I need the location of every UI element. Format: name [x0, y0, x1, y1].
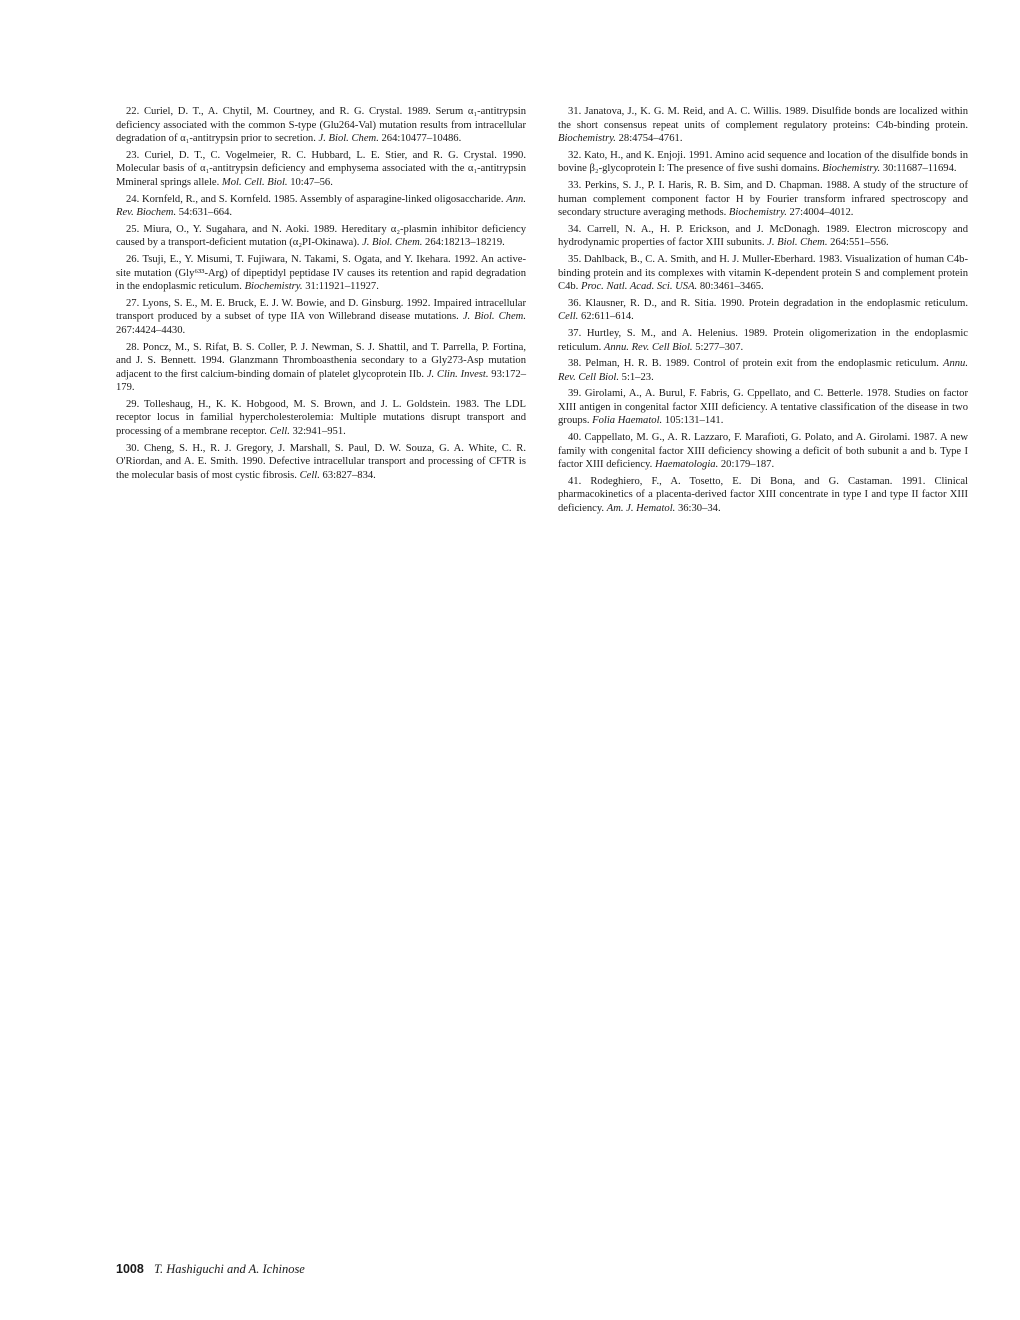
- reference-36: 36. Klausner, R. D., and R. Sitia. 1990. Protein degradation in the endoplasmic reticulum. Cell. 62:611–614.: [558, 297, 968, 323]
- reference-33: 33. Perkins, S. J., P. I. Haris, R. B. Sim, and D. Chapman. 1988. A study of the structure of human complement component factor H by Fourier transform infrared spectroscopy and secondary structure averaging methods. Biochemistry. 27:4004–4012.: [558, 179, 968, 219]
- journal-name: Annu. Rev. Cell Biol.: [603, 341, 693, 353]
- reference-27: 27. Lyons, S. E., M. E. Bruck, E. J. W. Bowie, and D. Ginsburg. 1992. Impaired intracellular transport produced by a subset of type IIA von Willebrand disease mutations. J. Biol. Chem. 267:4424–4430.: [116, 297, 526, 336]
- journal-name: Annu. Rev. Cell Biol.: [558, 358, 968, 383]
- reference-34: 34. Carrell, N. A., H. P. Erickson, and J. McDonagh. 1989. Electron microscopy and hydrodynamic properties of factor XIII subunits. J. Biol. Chem. 264:551–556.: [558, 223, 968, 249]
- reference-31: 31. Janatova, J., K. G. M. Reid, and A. C. Willis. 1989. Disulfide bonds are localized within the short consensus repeat units of complement regulatory proteins: C4b-binding protein. Biochemistry. 28:4754–4761.: [558, 106, 968, 145]
- page-number: 1008: [116, 1262, 144, 1276]
- journal-name: Biochemistry.: [822, 163, 881, 175]
- journal-name: Mol. Cell. Biol.: [221, 176, 288, 188]
- running-authors: T. Hashiguchi and A. Ichinose: [153, 1262, 305, 1276]
- references-left-column: [116, 105, 526, 482]
- journal-name: Biochemistry.: [558, 133, 616, 145]
- reference-35: 35. Dahlback, B., C. A. Smith, and H. J. Muller-Eberhard. 1983. Visualization of human C4b-binding protein and its complexes with vitamin K-dependent protein S and complement protein C4b. Proc. Natl. Acad. Sci. USA. 80:3461–3465.: [558, 253, 968, 293]
- reference-30: 30. Cheng, S. H., R. J. Gregory, J. Marshall, S. Paul, D. W. Souza, G. A. White, C. R. O'Riordan, and A. E. Smith. 1990. Defective intracellular transport and processing of CFTR is the molecular basis of most cystic fibrosis. Cell. 63:827–834.: [116, 442, 526, 481]
- reference-25: 25. Miura, O., Y. Sugahara, and N. Aoki. 1989. Hereditary α₂-plasmin inhibitor deficiency caused by a transport-deficient mutation (α₂PI-Okinawa). J. Biol. Chem. 264:18213–18219.: [116, 223, 526, 249]
- reference-41: 41. Rodeghiero, F., A. Tosetto, E. Di Bona, and G. Castaman. 1991. Clinical pharmacokinetics of a placenta-derived factor XIII concentrate in type I and type II factor XIII deficiency. Am. J. Hematol. 36:30–34.: [558, 475, 968, 515]
- journal-name: Biochemistry.: [728, 207, 787, 219]
- journal-name: Proc. Natl. Acad. Sci. USA.: [580, 281, 698, 293]
- page-footer: [116, 1262, 305, 1277]
- journal-name: Ann. Rev. Biochem.: [116, 193, 526, 219]
- journal-name: Cell.: [269, 426, 290, 438]
- journal-name: Folia Haematol.: [592, 415, 663, 427]
- reference-26: 26. Tsuji, E., Y. Misumi, T. Fujiwara, N. Takami, S. Ogata, and Y. Ikehara. 1992. An active-site mutation (Gly⁶³³-Arg) of dipeptidyl peptidase IV causes its retention and rapid degradation in the endoplasmic reticulum. Biochemistry. 31:11921–11927.: [116, 253, 526, 293]
- journal-name: Cell.: [299, 469, 320, 481]
- journal-name: Haematologia.: [654, 459, 719, 471]
- references-right-column: [558, 105, 968, 516]
- reference-39: 39. Girolami, A., A. Burul, F. Fabris, G. Cppellato, and C. Betterle. 1978. Studies on factor XIII antigen in congenital factor XIII deficiency. A tentative classification of the disease in two groups. Folia Haematol. 105:131–141.: [558, 388, 968, 427]
- journal-name: J. Clin. Invest.: [426, 368, 489, 380]
- reference-29: 29. Tolleshaug, H., K. K. Hobgood, M. S. Brown, and J. L. Goldstein. 1983. The LDL receptor locus in familial hypercholesterolemia: Multiple mutations disrupt transport and processing of a membrane receptor. Cell. 32:941–951.: [116, 398, 526, 438]
- reference-23: 23. Curiel, D. T., C. Vogelmeier, R. C. Hubbard, L. E. Stier, and R. G. Crystal. 1990. Molecular basis of α₁-antitrypsin deficiency and emphysema associated with the α₁-antitrypsin Mmineral springs allele. Mol. Cell. Biol. 10:47–56.: [116, 149, 526, 188]
- journal-name: J. Biol. Chem.: [462, 311, 526, 323]
- journal-name: J. Biol. Chem.: [362, 237, 423, 249]
- journal-name: J. Biol. Chem.: [767, 237, 828, 249]
- reference-40: 40. Cappellato, M. G., A. R. Lazzaro, F. Marafioti, G. Polato, and A. Girolami. 1987. A new family with congenital factor XIII deficiency showing a deficit of both subunit a and b. Type I factor XIII deficiency. Haematologia. 20:179–187.: [558, 432, 968, 471]
- reference-24: 24. Kornfeld, R., and S. Kornfeld. 1985. Assembly of asparagine-linked oligosaccharide. Ann. Rev. Biochem. 54:631–664.: [116, 193, 526, 219]
- reference-22: 22. Curiel, D. T., A. Chytil, M. Courtney, and R. G. Crystal. 1989. Serum α₁-antitrypsin deficiency associated with the common S-type (Glu264-Val) mutation results from intracellular degradation of α₁-antitrypsin prior to secretion. J. Biol. Chem. 264:10477–10486.: [116, 106, 526, 145]
- reference-28: 28. Poncz, M., S. Rifat, B. S. Coller, P. J. Newman, S. J. Shattil, and T. Parrella, P. Fortina, and J. S. Bennett. 1994. Glanzmann Thromboasthenia secondary to a Gly273-Asp mutation adjacent to the first calcium-binding domain of platelet glycoprotein IIb. J. Clin. Invest. 93:172–179.: [116, 341, 526, 394]
- journal-name: Am. J. Hematol.: [606, 503, 676, 515]
- reference-32: 32. Kato, H., and K. Enjoji. 1991. Amino acid sequence and location of the disulfide bonds in bovine β₂-glycoprotein I: The presence of five sushi domains. Biochemistry. 30:11687–11694.: [558, 149, 968, 175]
- journal-name: Biochemistry.: [244, 281, 303, 293]
- reference-38: 38. Pelman, H. R. B. 1989. Control of protein exit from the endoplasmic reticulum. Annu. Rev. Cell Biol. 5:1–23.: [558, 358, 968, 383]
- journal-name: Cell.: [558, 311, 579, 323]
- journal-name: J. Biol. Chem.: [318, 133, 379, 145]
- reference-37: 37. Hurtley, S. M., and A. Helenius. 1989. Protein oligomerization in the endoplasmic reticulum. Annu. Rev. Cell Biol. 5:277–307.: [558, 327, 968, 353]
